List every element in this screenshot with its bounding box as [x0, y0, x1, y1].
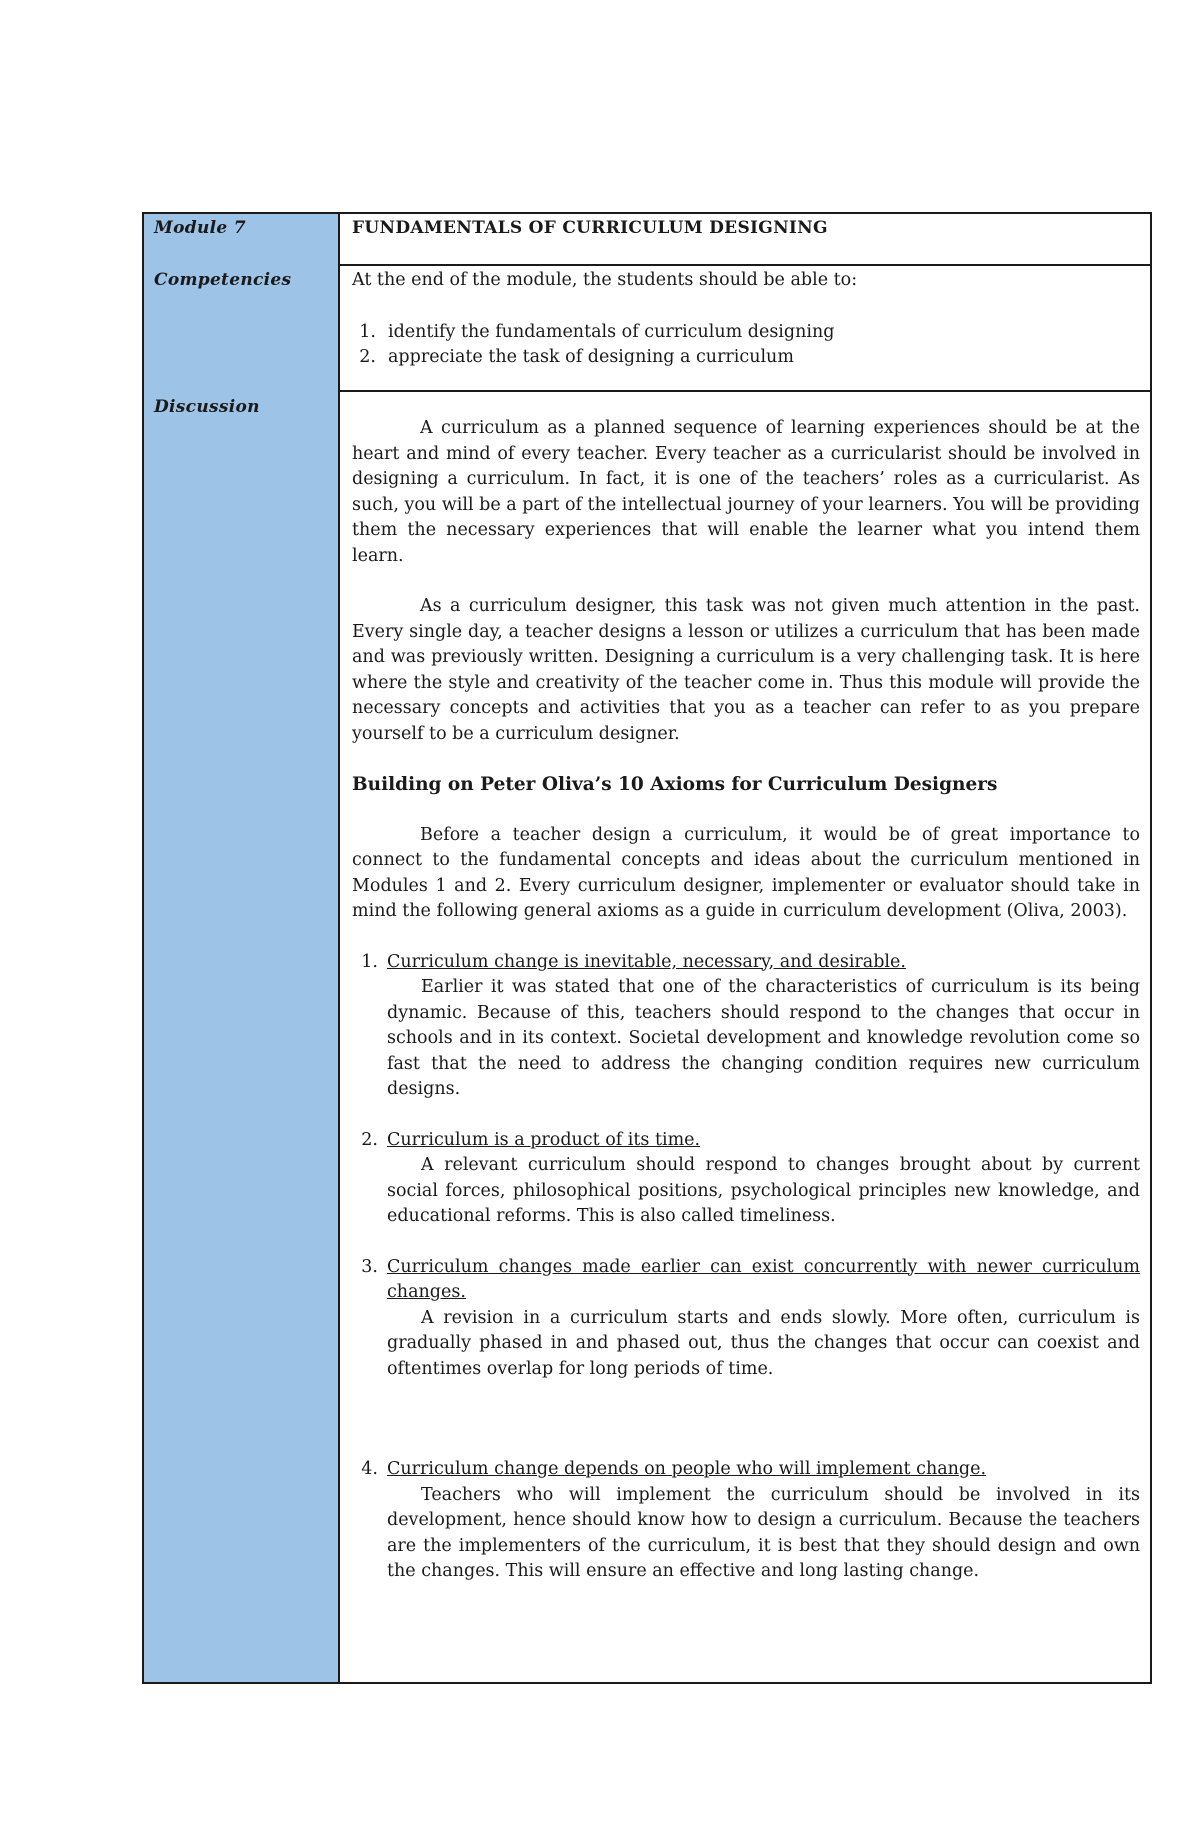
competencies-label: Competencies [154, 270, 292, 290]
axiom-body: A relevant curriculum should respond to changes brought about by current social forces, philosophical positions, psychological principles new knowledge, and educational reforms. This is also called timeliness. [387, 1155, 1140, 1226]
axiom-title: Curriculum is a product of its time. [387, 1129, 701, 1150]
competencies-list [352, 320, 834, 370]
axiom-item: 3. Curriculum changes made earlier can exist concurrently with newer curriculum changes. A revision in a curriculum starts and ends slowly. More often, curriculum is gradually phased in and phased out, thus the changes that occur can coexist and oftentimes overlap for long periods of time. [352, 1255, 1140, 1383]
label-column [144, 214, 340, 1682]
competencies-intro: At the end of the module, the students should be able to: [352, 270, 858, 290]
section-heading: Building on Peter Oliva’s 10 Axioms for Curriculum Designers [352, 774, 998, 795]
discussion-paragraph: A curriculum as a planned sequence of learning experiences should be at the heart and mind of every teacher. Every teacher as a curricularist should be involved in designing a curriculum. In fact, it is one of the teachers’ roles as a curricularist. As such, you will be a part of the intellectual journey of your learners. You will be providing them the necessary experiences that will enable the learner what you intend them learn. [352, 418, 1140, 566]
axiom-item: 2. Curriculum is a product of its time. A relevant curriculum should respond to changes brought about by current social forces, philosophical positions, psychological principles new knowledge, and educational reforms. This is also called timeliness. [352, 1128, 1140, 1230]
list-item: 1. identify the fundamentals of curriculum designing [359, 322, 835, 342]
discussion-label: Discussion [154, 397, 260, 417]
module-title: FUNDAMENTALS OF CURRICULUM DESIGNING [352, 218, 828, 238]
row-divider [340, 390, 1150, 392]
axioms-intro: Before a teacher design a curriculum, it would be of great importance to connect to the fundamental concepts and ideas about the curriculum mentioned in Modules 1 and 2. Every curriculum designer, implementer or evaluator should take in mind the following general axioms as a guide in curriculum development (Oliva, 2003). [352, 824, 1140, 921]
module-label: Module 7 [154, 218, 246, 238]
axiom-title: Curriculum changes made earlier can exist concurrently with newer curriculum changes. [387, 1256, 1140, 1302]
axiom-body: Earlier it was stated that one of the characteristics of curriculum is its being dynamic. Because of this, teachers should respond to the changes that occur in schools and in its context. Societal development and knowledge revolution come so fast that the need to address the changing condition requires new curriculum designs. [387, 977, 1140, 1099]
axiom-item: 4. Curriculum change depends on people who will implement change. Teachers who will implement the curriculum should be involved in its development, hence should know how to design a curriculum. Because the teachers are the implementers of the curriculum, it is best that they should design and own the changes. This will ensure an effective and long lasting change. [352, 1457, 1140, 1585]
list-item: 2. appreciate the task of designing a curriculum [359, 347, 794, 367]
axiom-item: 1. Curriculum change is inevitable, necessary, and desirable. Earlier it was stated that one of the characteristics of curriculum is its being dynamic. Because of this, teachers should respond to the changes that occur in schools and in its context. Societal development and knowledge revolution come so fast that the need to address the changing condition requires new curriculum designs. [352, 950, 1140, 1103]
discussion-content [352, 416, 1140, 1585]
discussion-paragraph: As a curriculum designer, this task was not given much attention in the past. Every single day, a teacher designs a lesson or utilizes a curriculum that has been made and was previously written. Designing a curriculum is a very challenging task. It is here where the style and creativity of the teacher come in. Thus this module will provide the necessary concepts and activities that you as a teacher can refer to as you prepare yourself to be a curriculum designer. [352, 596, 1140, 744]
axiom-title: Curriculum change depends on people who will implement change. [387, 1459, 987, 1479]
axiom-title: Curriculum change is inevitable, necessary, and desirable. [387, 951, 906, 972]
axiom-body: A revision in a curriculum starts and ends slowly. More often, curriculum is gradually phased in and phased out, thus the changes that occur can coexist and oftentimes overlap for long periods of time. [387, 1307, 1140, 1379]
content-column [340, 214, 1150, 1682]
row-divider [340, 264, 1150, 266]
axiom-body: Teachers who will implement the curriculum should be involved in its development, hence should know how to design a curriculum. Because the teachers are the implementers of the curriculum, it is best that they should design and own the changes. This will ensure an effective and long lasting change. [387, 1484, 1140, 1581]
module-table [142, 212, 1152, 1684]
